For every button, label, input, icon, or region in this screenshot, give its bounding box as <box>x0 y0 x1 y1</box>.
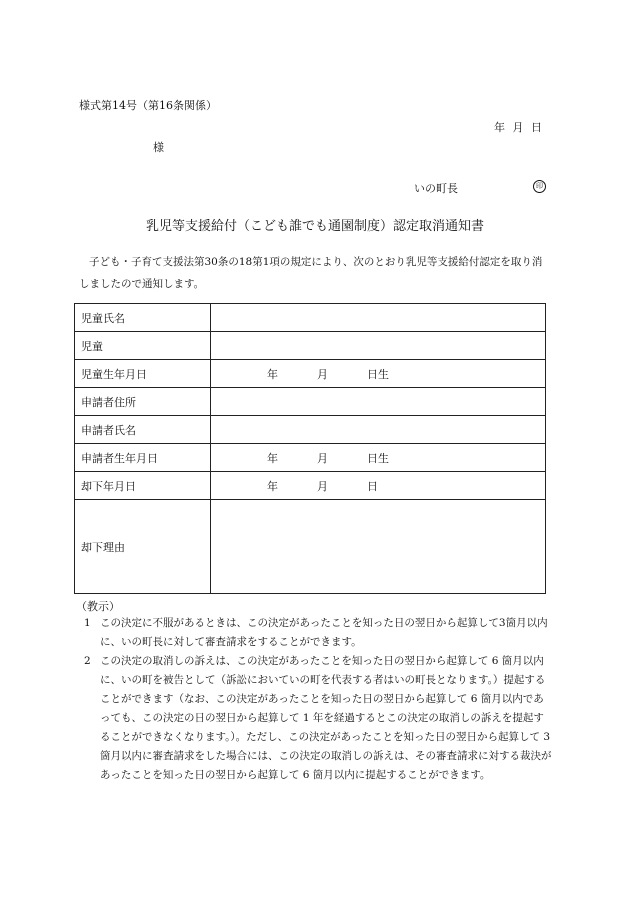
notice-item <box>84 652 552 785</box>
table-row <box>75 444 546 472</box>
row-label-child: 児童 <box>75 332 211 360</box>
table-row <box>75 360 546 388</box>
month-marker: 月 <box>317 479 328 493</box>
table-row <box>75 388 546 416</box>
form-number: 様式第14号（第16条関係） <box>79 99 217 112</box>
table-row <box>75 472 546 500</box>
year-marker: 年 <box>267 479 278 493</box>
row-label-child-birthdate: 児童生年月日 <box>75 360 211 388</box>
table-row <box>75 416 546 444</box>
issuer-name: いの町長 <box>414 182 458 195</box>
notice-item <box>84 614 552 652</box>
rejection-date-field[interactable] <box>211 472 546 500</box>
child-name-field[interactable] <box>211 304 546 332</box>
body-text: 子ども・子育て支援法第30条の18第1項の規定により、次のとおり乳児等支援給付認定を取り消しましたので通知します。 <box>79 256 543 290</box>
notice-heading: （教示） <box>76 600 120 613</box>
child-birthdate-field[interactable] <box>211 360 546 388</box>
day-marker: 日生 <box>367 367 389 381</box>
month-marker: 月 <box>317 451 328 465</box>
row-label-applicant-birthdate: 申請者生年月日 <box>75 444 211 472</box>
notice-item-number: 1 <box>84 617 91 629</box>
applicant-address-field[interactable] <box>211 388 546 416</box>
row-label-rejection-date: 却下年月日 <box>75 472 211 500</box>
notice-item-text: この決定に不服があるときは、この決定があったことを知った日の翌日から起算して3箇月以内に、いの町長に対して審査請求をすることができます。 <box>100 617 548 648</box>
row-label-rejection-reason: 却下理由 <box>75 500 211 594</box>
table-row <box>75 500 546 594</box>
addressee-honorific: 様 <box>153 141 164 154</box>
row-label-applicant-name: 申請者氏名 <box>75 416 211 444</box>
row-label-applicant-address: 申請者住所 <box>75 388 211 416</box>
rejection-reason-field[interactable] <box>211 500 546 594</box>
applicant-birthdate-field[interactable] <box>211 444 546 472</box>
day-marker: 日生 <box>367 451 389 465</box>
row-label-child-name: 児童氏名 <box>75 304 211 332</box>
notice-item-text: この決定の取消しの訴えは、この決定があったことを知った日の翌日から起算して 6 箇月以内に、いの町を被告として（訴訟においていの町を代表する者はいの町長となります。）提起することができます（なお、この決定があったことを知った日の翌日から起算して 6 箇月以内であっても、この決定の日の翌日から起算して 1 年を経過するとこの決定の取消しの訴えを提起することができなくなります。）。ただし、この決定があったことを知った日の翌日から起算して 3 箇月以内に審査請求をした場合には、この決定の取消しの訴えは、その審査請求に対する裁決があったことを知った日の翌日から起算して 6 箇月以内に提起することができます。 <box>100 655 552 781</box>
year-marker: 年 <box>267 451 278 465</box>
applicant-name-field[interactable] <box>211 416 546 444</box>
table-row <box>75 332 546 360</box>
seal-mark-icon: 印 <box>533 180 546 193</box>
year-marker: 年 <box>267 367 278 381</box>
day-marker: 日 <box>367 479 378 493</box>
document-title: 乳児等支援給付（こども誰でも通園制度）認定取消通知書 <box>145 219 484 234</box>
issue-date-line: 年 月 日 <box>494 121 542 134</box>
child-field[interactable] <box>211 332 546 360</box>
month-marker: 月 <box>317 367 328 381</box>
notice-item-number: 2 <box>84 655 91 667</box>
table-row <box>75 304 546 332</box>
info-table <box>74 303 546 594</box>
